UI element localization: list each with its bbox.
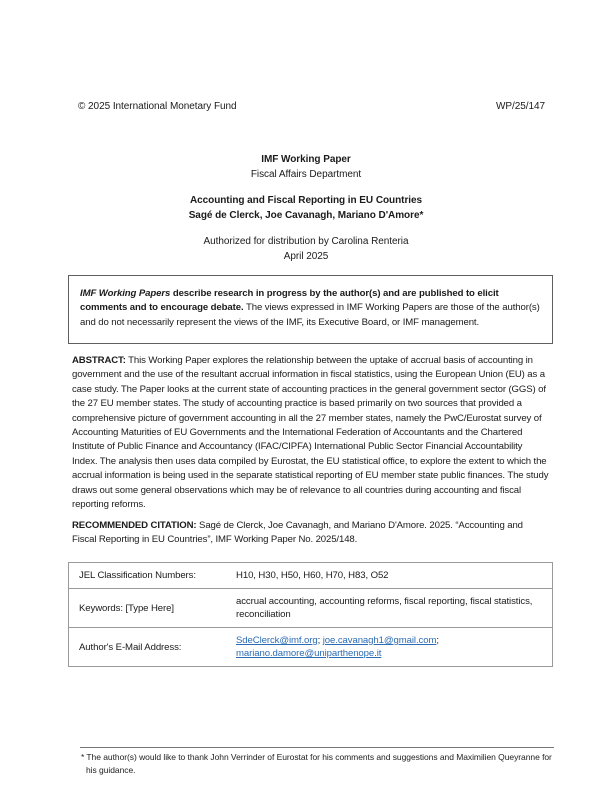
disclaimer-lead: describe research in progress by the author(s) and are published to elicit comments and to encourage debate. [80, 288, 499, 314]
email-value: SdeClerck@imf.org; joe.cavanagh1@gmail.com; mariano.damore@uniparthenope.it [235, 628, 553, 667]
paper-number: WP/25/147 [495, 101, 545, 112]
citation-paragraph [72, 519, 549, 548]
abstract-label: ABSTRACT: [72, 355, 126, 366]
email-link[interactable]: joe.cavanagh1@gmail.com [322, 635, 437, 646]
copyright-row [78, 101, 545, 112]
date-line: April 2025 [283, 251, 329, 262]
authors-line: Sagé de Clerck, Joe Cavanagh, Mariano D'Amore* [188, 210, 424, 221]
paper-title: Accounting and Fiscal Reporting in EU Countries [189, 195, 423, 206]
abstract-paragraph [72, 354, 549, 512]
disclaimer-series-name: IMF Working Papers [80, 288, 171, 299]
jel-value: H10, H30, H50, H60, H70, H83, O52 [236, 570, 389, 581]
keywords-value: accrual accounting, accounting reforms, fiscal reporting, fiscal statistics, reconciliation [235, 589, 553, 628]
info-table [68, 562, 553, 667]
email-link[interactable]: mariano.damore@uniparthenope.it [236, 648, 382, 659]
table-row-emails [69, 628, 553, 667]
jel-label: JEL Classification Numbers: [79, 570, 196, 581]
copyright-text: © 2025 International Monetary Fund [78, 101, 237, 112]
abstract-text: This Working Paper explores the relationship between the uptake of accrual basis of accounting in government and the use of the resultant accrual information in fiscal statistics, using the European Union (EU) as a case study. The Paper looks at the current state of accounting practices in the general government sector (GGS) of the 27 EU member states. The study of accounting practice is based primarily on two sources that provided a comprehensive picture of government accounting in all the 27 member states, namely the PwC/Eurostat survey of Accounting Maturities of EU Governments and the International Federation of Accountants and the Chartered Institute of Public Finance and Accountancy (IFAC/CIPFA) International Public Sector Financial Accountability Index. The analysis then uses data compiled by Eurostat, the EU statistical office, to explore the extent to which the accrual information is being used in the separate statistical reporting of EU member state public finances. The study draws out some general observations which may be of relevance to all countries during accounting and fiscal reporting reforms. [72, 355, 549, 511]
series-title: IMF Working Paper [261, 154, 351, 165]
citation-label: RECOMMENDED CITATION: [72, 520, 197, 531]
disclaimer-body: The views expressed in IMF Working Papers are those of the author(s) and do not necessarily represent the views of the IMF, its Executive Board, or IMF management. [80, 302, 540, 328]
authorized-line: Authorized for distribution by Carolina Renteria [203, 236, 409, 247]
disclaimer-box [68, 275, 553, 344]
citation-text: Sagé de Clerck, Joe Cavanagh, and Mariano D'Amore. 2025. “Accounting and Fiscal Reporting in EU Countries”, IMF Working Paper No. 2025/148. [72, 520, 523, 546]
table-row-keywords [69, 589, 553, 628]
header-block [0, 152, 612, 264]
footnote-divider [80, 747, 554, 748]
email-label: Author's E-Mail Address: [69, 628, 236, 667]
footnote-text: * The author(s) would like to thank John Verrinder of Eurostat for his comments and suggestions and Maximilien Queyranne for his guidance. [81, 752, 552, 775]
table-row-jel [69, 563, 553, 589]
email-link[interactable]: SdeClerck@imf.org [236, 635, 318, 646]
department-name: Fiscal Affairs Department [250, 169, 362, 180]
keywords-label: Keywords: [Type Here] [69, 589, 236, 628]
